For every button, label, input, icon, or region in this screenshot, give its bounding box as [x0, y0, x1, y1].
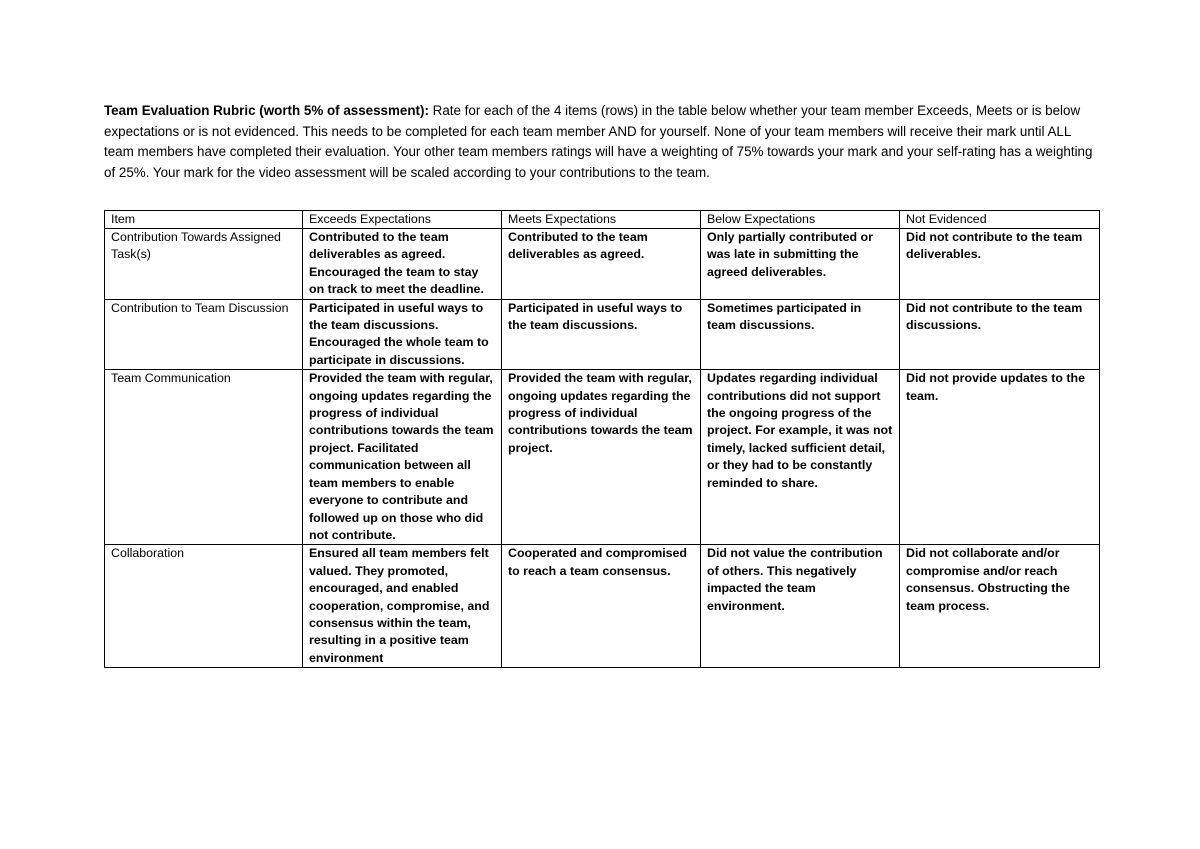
rubric-header-row: [105, 211, 1100, 229]
table-row: [105, 545, 1100, 668]
cell-exceeds: Participated in useful ways to the team discussions. Encouraged the whole team to participate in discussions.: [303, 299, 502, 370]
cell-below: Updates regarding individual contributions did not support the ongoing progress of the project. For example, it was not timely, lacked sufficient detail, or they had to be constantly reminded to share.: [701, 370, 900, 545]
row-item-label: Contribution Towards Assigned Task(s): [105, 229, 303, 300]
cell-meets: Cooperated and compromised to reach a team consensus.: [502, 545, 701, 668]
cell-meets: Contributed to the team deliverables as agreed.: [502, 229, 701, 300]
header-not-evidenced: Not Evidenced: [900, 211, 1100, 229]
table-row: [105, 370, 1100, 545]
cell-exceeds: Contributed to the team deliverables as agreed. Encouraged the team to stay on track to meet the deadline.: [303, 229, 502, 300]
cell-below: Did not value the contribution of others. This negatively impacted the team environment.: [701, 545, 900, 668]
table-row: [105, 229, 1100, 300]
cell-meets: Participated in useful ways to the team discussions.: [502, 299, 701, 370]
row-item-label: Collaboration: [105, 545, 303, 668]
table-row: [105, 299, 1100, 370]
row-item-label: Team Communication: [105, 370, 303, 545]
header-item: Item: [105, 211, 303, 229]
cell-exceeds: Provided the team with regular, ongoing updates regarding the progress of individual contributions towards the team project. Facilitated communication between all team members to enable everyone to contribute and followed up on those who did not contribute.: [303, 370, 502, 545]
cell-not-evidenced: Did not contribute to the team deliverables.: [900, 229, 1100, 300]
cell-below: Only partially contributed or was late in submitting the agreed deliverables.: [701, 229, 900, 300]
header-meets-expectations: Meets Expectations: [502, 211, 701, 229]
cell-meets: Provided the team with regular, ongoing updates regarding the progress of individual contributions towards the team project.: [502, 370, 701, 545]
rubric-title: Team Evaluation Rubric (worth 5% of assessment):: [104, 103, 429, 118]
header-exceeds-expectations: Exceeds Expectations: [303, 211, 502, 229]
rubric-instructions: [104, 101, 1104, 183]
cell-exceeds: Ensured all team members felt valued. They promoted, encouraged, and enabled cooperation, compromise, and consensus within the team, resulting in a positive team environment: [303, 545, 502, 668]
cell-not-evidenced: Did not collaborate and/or compromise and/or reach consensus. Obstructing the team process.: [900, 545, 1100, 668]
cell-not-evidenced: Did not contribute to the team discussions.: [900, 299, 1100, 370]
rubric-table: [104, 210, 1100, 668]
row-item-label: Contribution to Team Discussion: [105, 299, 303, 370]
header-below-expectations: Below Expectations: [701, 211, 900, 229]
cell-below: Sometimes participated in team discussions.: [701, 299, 900, 370]
cell-not-evidenced: Did not provide updates to the team.: [900, 370, 1100, 545]
rubric-instructions-text: Rate for each of the 4 items (rows) in the table below whether your team member Exceeds, Meets or is below expectations or is not evidenced. This needs to be completed for each team member AND for yourself. None of your team members will receive their mark until ALL team members have completed their evaluation. Your other team members ratings will have a weighting of 75% towards your mark and your self-rating has a weighting of 25%. Your mark for the video assessment will be scaled according to your contributions to the team.: [104, 103, 1093, 180]
